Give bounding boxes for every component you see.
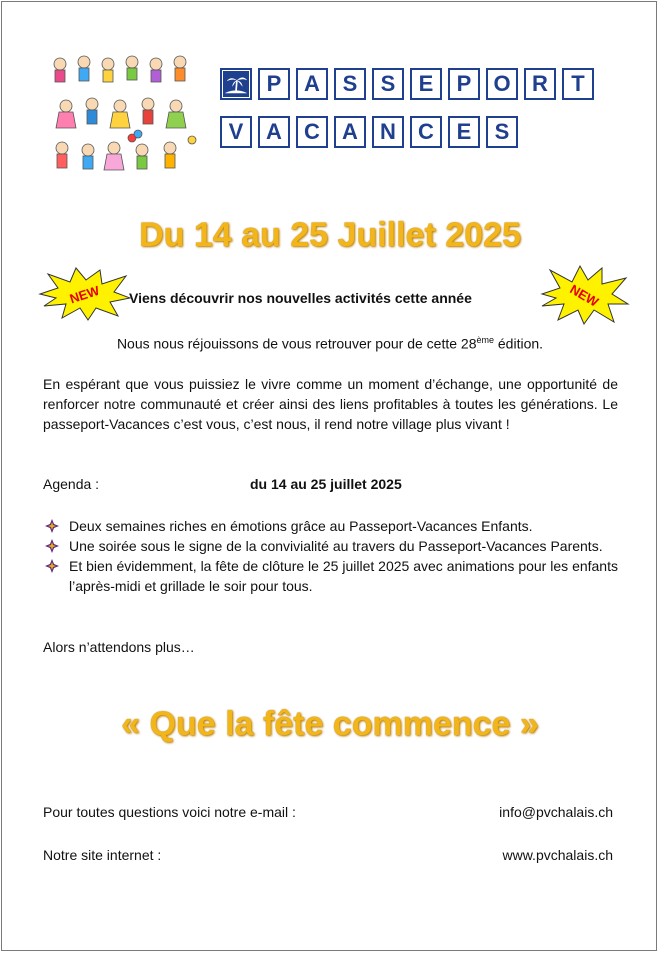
event-dates-title: Du 14 au 25 Juillet 2025 [139,216,521,254]
logo-letter: T [562,68,594,100]
new-badge-left [38,266,132,322]
bullet-cross-icon [45,539,59,553]
headline: Viens découvrir nos nouvelles activités cette année [129,290,472,306]
list-item [43,536,618,556]
logo-letter: A [258,116,290,148]
new-badge-right [538,264,630,326]
edition-superscript: ème [476,335,494,345]
intro-paragraph: En espérant que vous puissiez le vivre comme un moment d’échange, une opportunité de renforcer notre communauté et créer ainsi des liens profitables à toutes les générations. Le passeport-Vacances c’est vous, c’est nous, il rend notre village plus vivant ! [43,376,618,432]
logo-letter: P [448,68,480,100]
new-badge-text: NEW [567,281,602,310]
bullet-cross-icon [45,559,59,573]
email-label: Pour toutes questions voici notre e-mail : [43,804,296,820]
children-illustration [46,50,198,178]
logo-letter: R [524,68,556,100]
logo-letter: A [296,68,328,100]
logo-letter: S [334,68,366,100]
edition-line [2,335,658,352]
list-item [43,516,618,536]
slogan: « Que la fête commence » [121,705,539,743]
logo-letter: S [372,68,404,100]
list-item-text: Deux semaines riches en émotions grâce au Passeport-Vacances Enfants. [69,518,533,534]
edition-text: Nous nous réjouissons de vous retrouver pour de cette 28 [116,335,477,352]
list-item-text: Et bien évidemment, la fête de clôture le 25 juillet 2025 avec animations pour les enfants l’après-midi et grillade le soir pour tous. [69,558,618,594]
closing-line: Alors n’attendons plus… [43,639,195,655]
logo-letter: O [486,68,518,100]
website-link[interactable]: www.pvchalais.ch [502,847,613,863]
logo-letter: E [448,116,480,148]
logo-letter: E [410,68,442,100]
logo-letter: N [372,116,404,148]
website-label: Notre site internet : [43,847,162,863]
logo-letter: S [486,116,518,148]
logo-row-passeport [220,68,594,100]
logo-letter: C [296,116,328,148]
passeport-vacances-logo [220,68,594,164]
island-icon [220,68,252,100]
agenda-list [43,516,618,596]
logo-letter: P [258,68,290,100]
list-item [43,556,618,596]
flyer-page [1,1,657,951]
logo-letter: V [220,116,252,148]
bullet-cross-icon [45,519,59,533]
agenda-label: Agenda : [43,476,100,492]
logo-letter: C [410,116,442,148]
agenda-dates: du 14 au 25 juillet 2025 [250,476,402,492]
logo-row-vacances [220,116,594,148]
logo-letter: A [334,116,366,148]
new-badge-text: NEW [67,282,102,307]
list-item-text: Une soirée sous le signe de la convivialité au travers du Passeport-Vacances Parents. [69,538,603,554]
edition-text-end: édition. [494,335,544,352]
email-link[interactable]: info@pvchalais.ch [499,804,613,820]
